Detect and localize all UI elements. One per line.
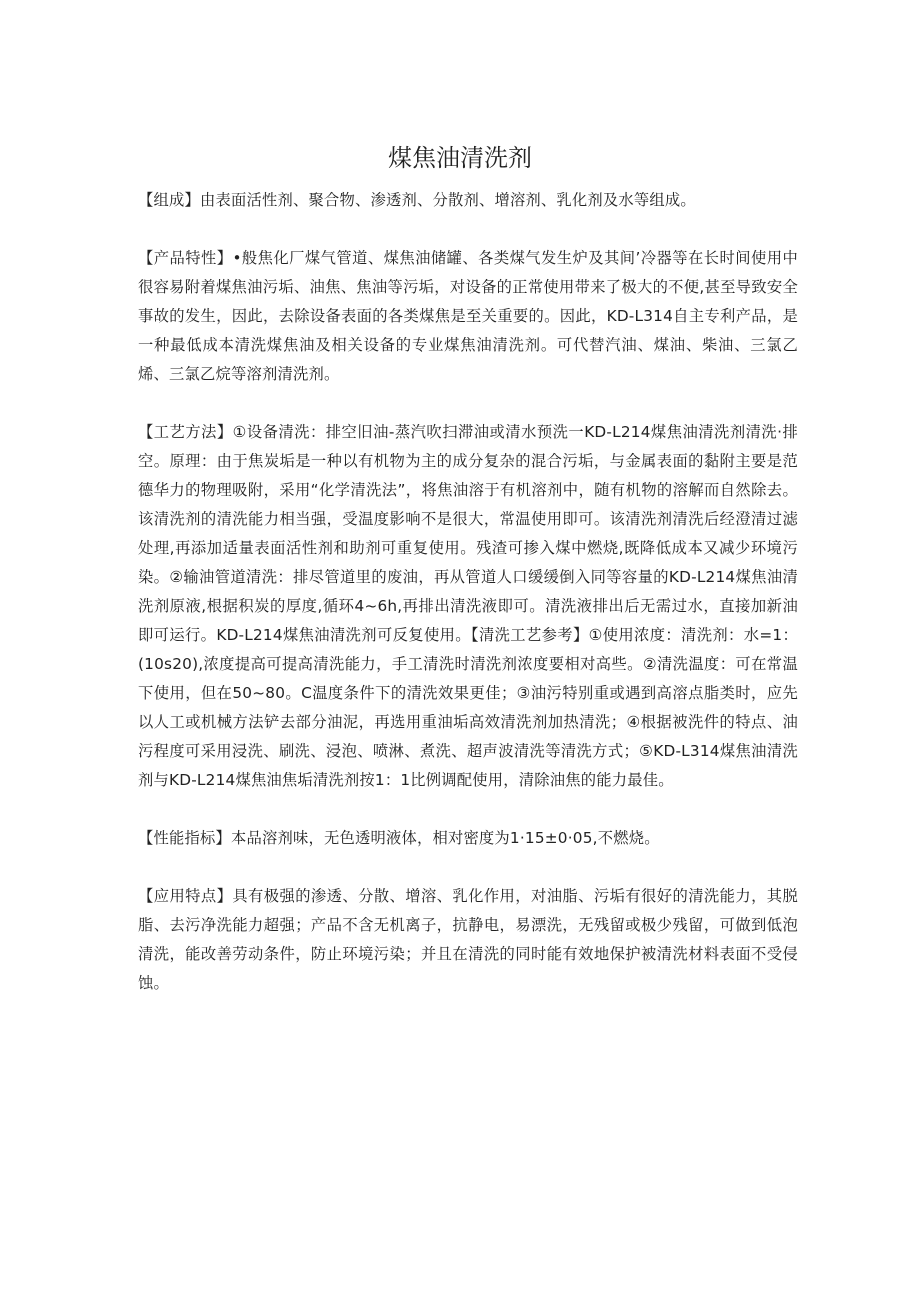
section-text-composition: 由表面活性剂、聚合物、渗透剂、分散剂、增溶剂、乳化剂及水等组成。 — [200, 191, 696, 209]
section-performance-index — [138, 824, 798, 853]
section-product-features — [138, 244, 798, 389]
section-heading-composition: 【组成】 — [138, 191, 200, 209]
section-heading-performance-index: 【性能指标】 — [138, 829, 231, 847]
section-text-performance-index: 本品溶剂味，无色透明液体，相对密度为1·15±0·05,不燃烧。 — [230, 829, 660, 847]
section-text-product-features: •般焦化厂煤气管道、煤焦油储罐、各类煤气发生炉及其间’冷器等在长时间使用中很容易附着煤焦油污垢、油焦、焦油等污垢，对设备的正常使用带来了极大的不便,甚至导致安全事故的发生，因此，去除设备表面的各类煤焦是至关重要的。因此，KD-L314自主专利产品，是一种最低成本清洗煤焦油及相关设备的专业煤焦油清洗剂。可代替汽油、煤油、柴油、三氯乙烯、三氯乙烷等溶剂清洗剂。 — [138, 249, 798, 383]
section-text-process-method: ①设备清洗：排空旧油-蒸汽吹扫滞油或清水预洗一KD-L214煤焦油清洗剂清洗·排空。原理：由于焦炭垢是一种以有机物为主的成分复杂的混合污垢，与金属表面的黏附主要是范德华力的物理吸附，采用“化学清洗法”，将焦油溶于有机溶剂中，随有机物的溶解而自然除去。该清洗剂的清洗能力相当强，受温度影响不是很大，常温使用即可。该清洗剂清洗后经澄清过滤处理,再添加适量表面活性剂和助剂可重复使用。残渣可掺入煤中燃烧,既降低成本又减少环境污染。②输油管道清洗：排尽管道里的废油，再从管道人口缓缓倒入同等容量的KD-L214煤焦油清洗剂原液,根据积炭的厚度,循环4~6h,再排出清洗液即可。清洗液排出后无需过水，直接加新油即可运行。KD-L214煤焦油清洗剂可反复使用。【清洗工艺参考】①使用浓度：清洗剂：水=1：(10s20),浓度提高可提高清洗能力，手工清洗时清洗剂浓度要相对高些。②清洗温度：可在常温下使用，但在50~80。C温度条件下的清洗效果更佳；③油污特别重或遇到高溶点脂类时，应先以人工或机械方法铲去部分油泥，再选用重油垢高效清洗剂加热清洗；④根据被洗件的特点、油污程度可采用浸洗、刷洗、浸泡、喷淋、煮洗、超声波清洗等清洗方式；⑤KD-L314煤焦油清洗剂与KD-L214煤焦油焦垢清洗剂按1：1比例调配使用，清除油焦的能力最佳。 — [138, 423, 798, 789]
section-heading-process-method: 【工艺方法】 — [138, 423, 233, 441]
document-body — [138, 186, 798, 1027]
section-composition — [138, 186, 798, 215]
section-process-method — [138, 418, 798, 795]
section-text-application-features: 具有极强的渗透、分散、增溶、乳化作用，对油脂、污垢有很好的清洗能力，其脱脂、去污净洗能力超强；产品不含无机离子，抗静电，易漂洗，无残留或极少残留，可做到低泡清洗，能改善劳动条件，防止环境污染；并且在清洗的同时能有效地保护被清洗材料表面不受侵蚀。 — [138, 887, 799, 992]
page-title: 煤焦油清洗剂 — [388, 144, 532, 172]
section-heading-application-features: 【应用特点】 — [138, 887, 233, 905]
section-application-features — [138, 882, 798, 998]
section-heading-product-features: 【产品特性】 — [138, 249, 233, 267]
